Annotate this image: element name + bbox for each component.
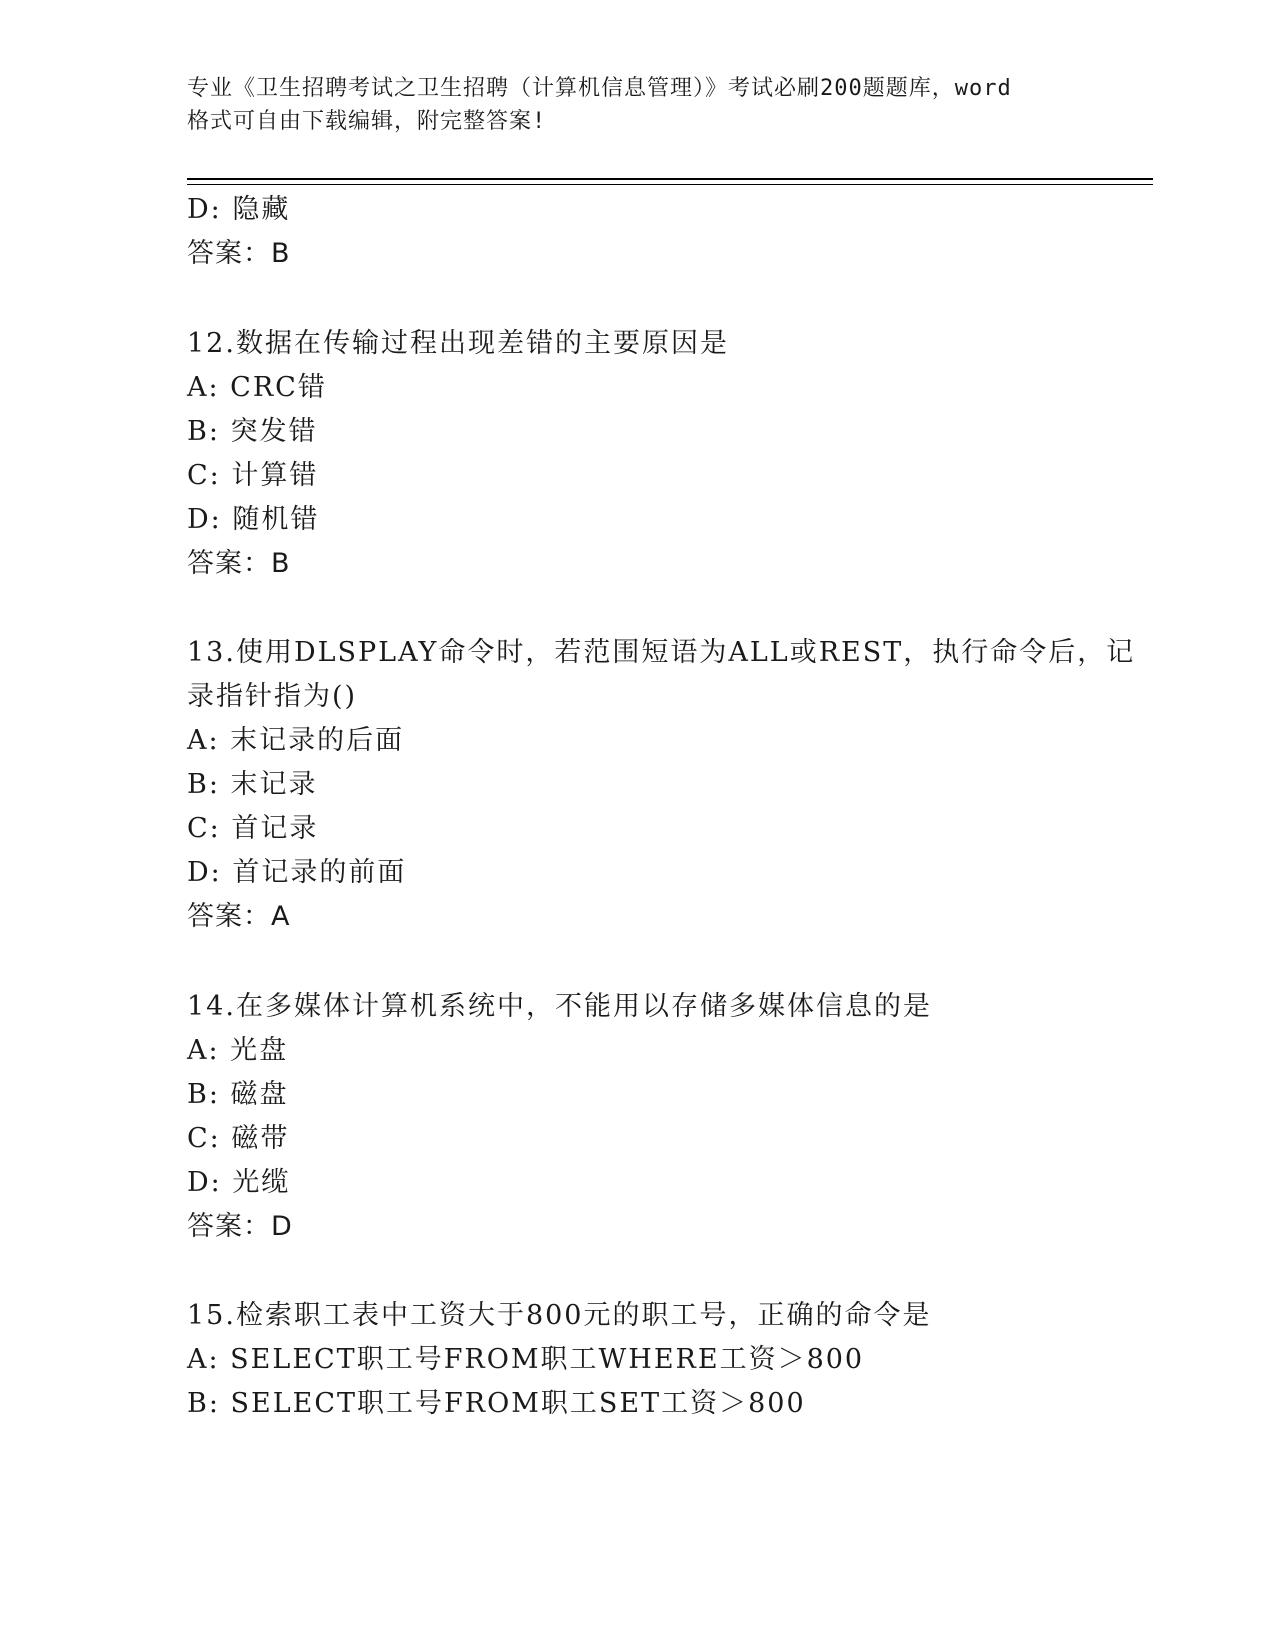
document-header xyxy=(187,72,1087,138)
q13-option-b: B: 末记录 xyxy=(187,769,318,800)
q12-option-d: D: 随机错 xyxy=(187,504,320,535)
q11-option-d: D: 隐藏 xyxy=(187,194,291,225)
q13-option-d: D: 首记录的前面 xyxy=(187,857,407,888)
q12-option-c: C: 计算错 xyxy=(187,460,319,491)
q11-answer: 答案：B xyxy=(187,238,291,269)
q15-option-a: A: SELECT职工号FROM职工WHERE工资＞800 xyxy=(187,1344,865,1375)
q14-stem: 14.在多媒体计算机系统中，不能用以存储多媒体信息的是 xyxy=(187,991,932,1022)
q14-option-c: C: 磁带 xyxy=(187,1123,290,1154)
header-line-2: 格式可自由下载编辑，附完整答案! xyxy=(187,109,547,134)
q14-option-d: D: 光缆 xyxy=(187,1167,291,1198)
q13-option-a: A: 末记录的后面 xyxy=(187,725,405,756)
q15-option-b: B: SELECT职工号FROM职工SET工资＞800 xyxy=(187,1388,806,1419)
q12-answer: 答案：B xyxy=(187,548,291,579)
header-line-1: 专业《卫生招聘考试之卫生招聘（计算机信息管理）》考试必刷200题题库，word xyxy=(187,76,1012,101)
q14-option-a: A: 光盘 xyxy=(187,1035,289,1066)
q12-option-a: A: CRC错 xyxy=(187,372,327,403)
q14-answer: 答案：D xyxy=(187,1211,293,1242)
q13-stem-line-1: 13.使用DLSPLAY命令时，若范围短语为ALL或REST，执行命令后，记 xyxy=(187,637,1136,668)
q12-stem: 12.数据在传输过程出现差错的主要原因是 xyxy=(187,328,729,359)
q15-stem: 15.检索职工表中工资大于800元的职工号，正确的命令是 xyxy=(187,1300,932,1331)
header-divider-thick xyxy=(187,178,1153,180)
q13-stem-line-2: 录指针指为() xyxy=(187,681,358,712)
q14-option-b: B: 磁盘 xyxy=(187,1079,289,1110)
q13-option-c: C: 首记录 xyxy=(187,813,319,844)
header-divider-thin xyxy=(187,184,1153,185)
q13-answer: 答案：A xyxy=(187,901,291,932)
q12-option-b: B: 突发错 xyxy=(187,416,318,447)
